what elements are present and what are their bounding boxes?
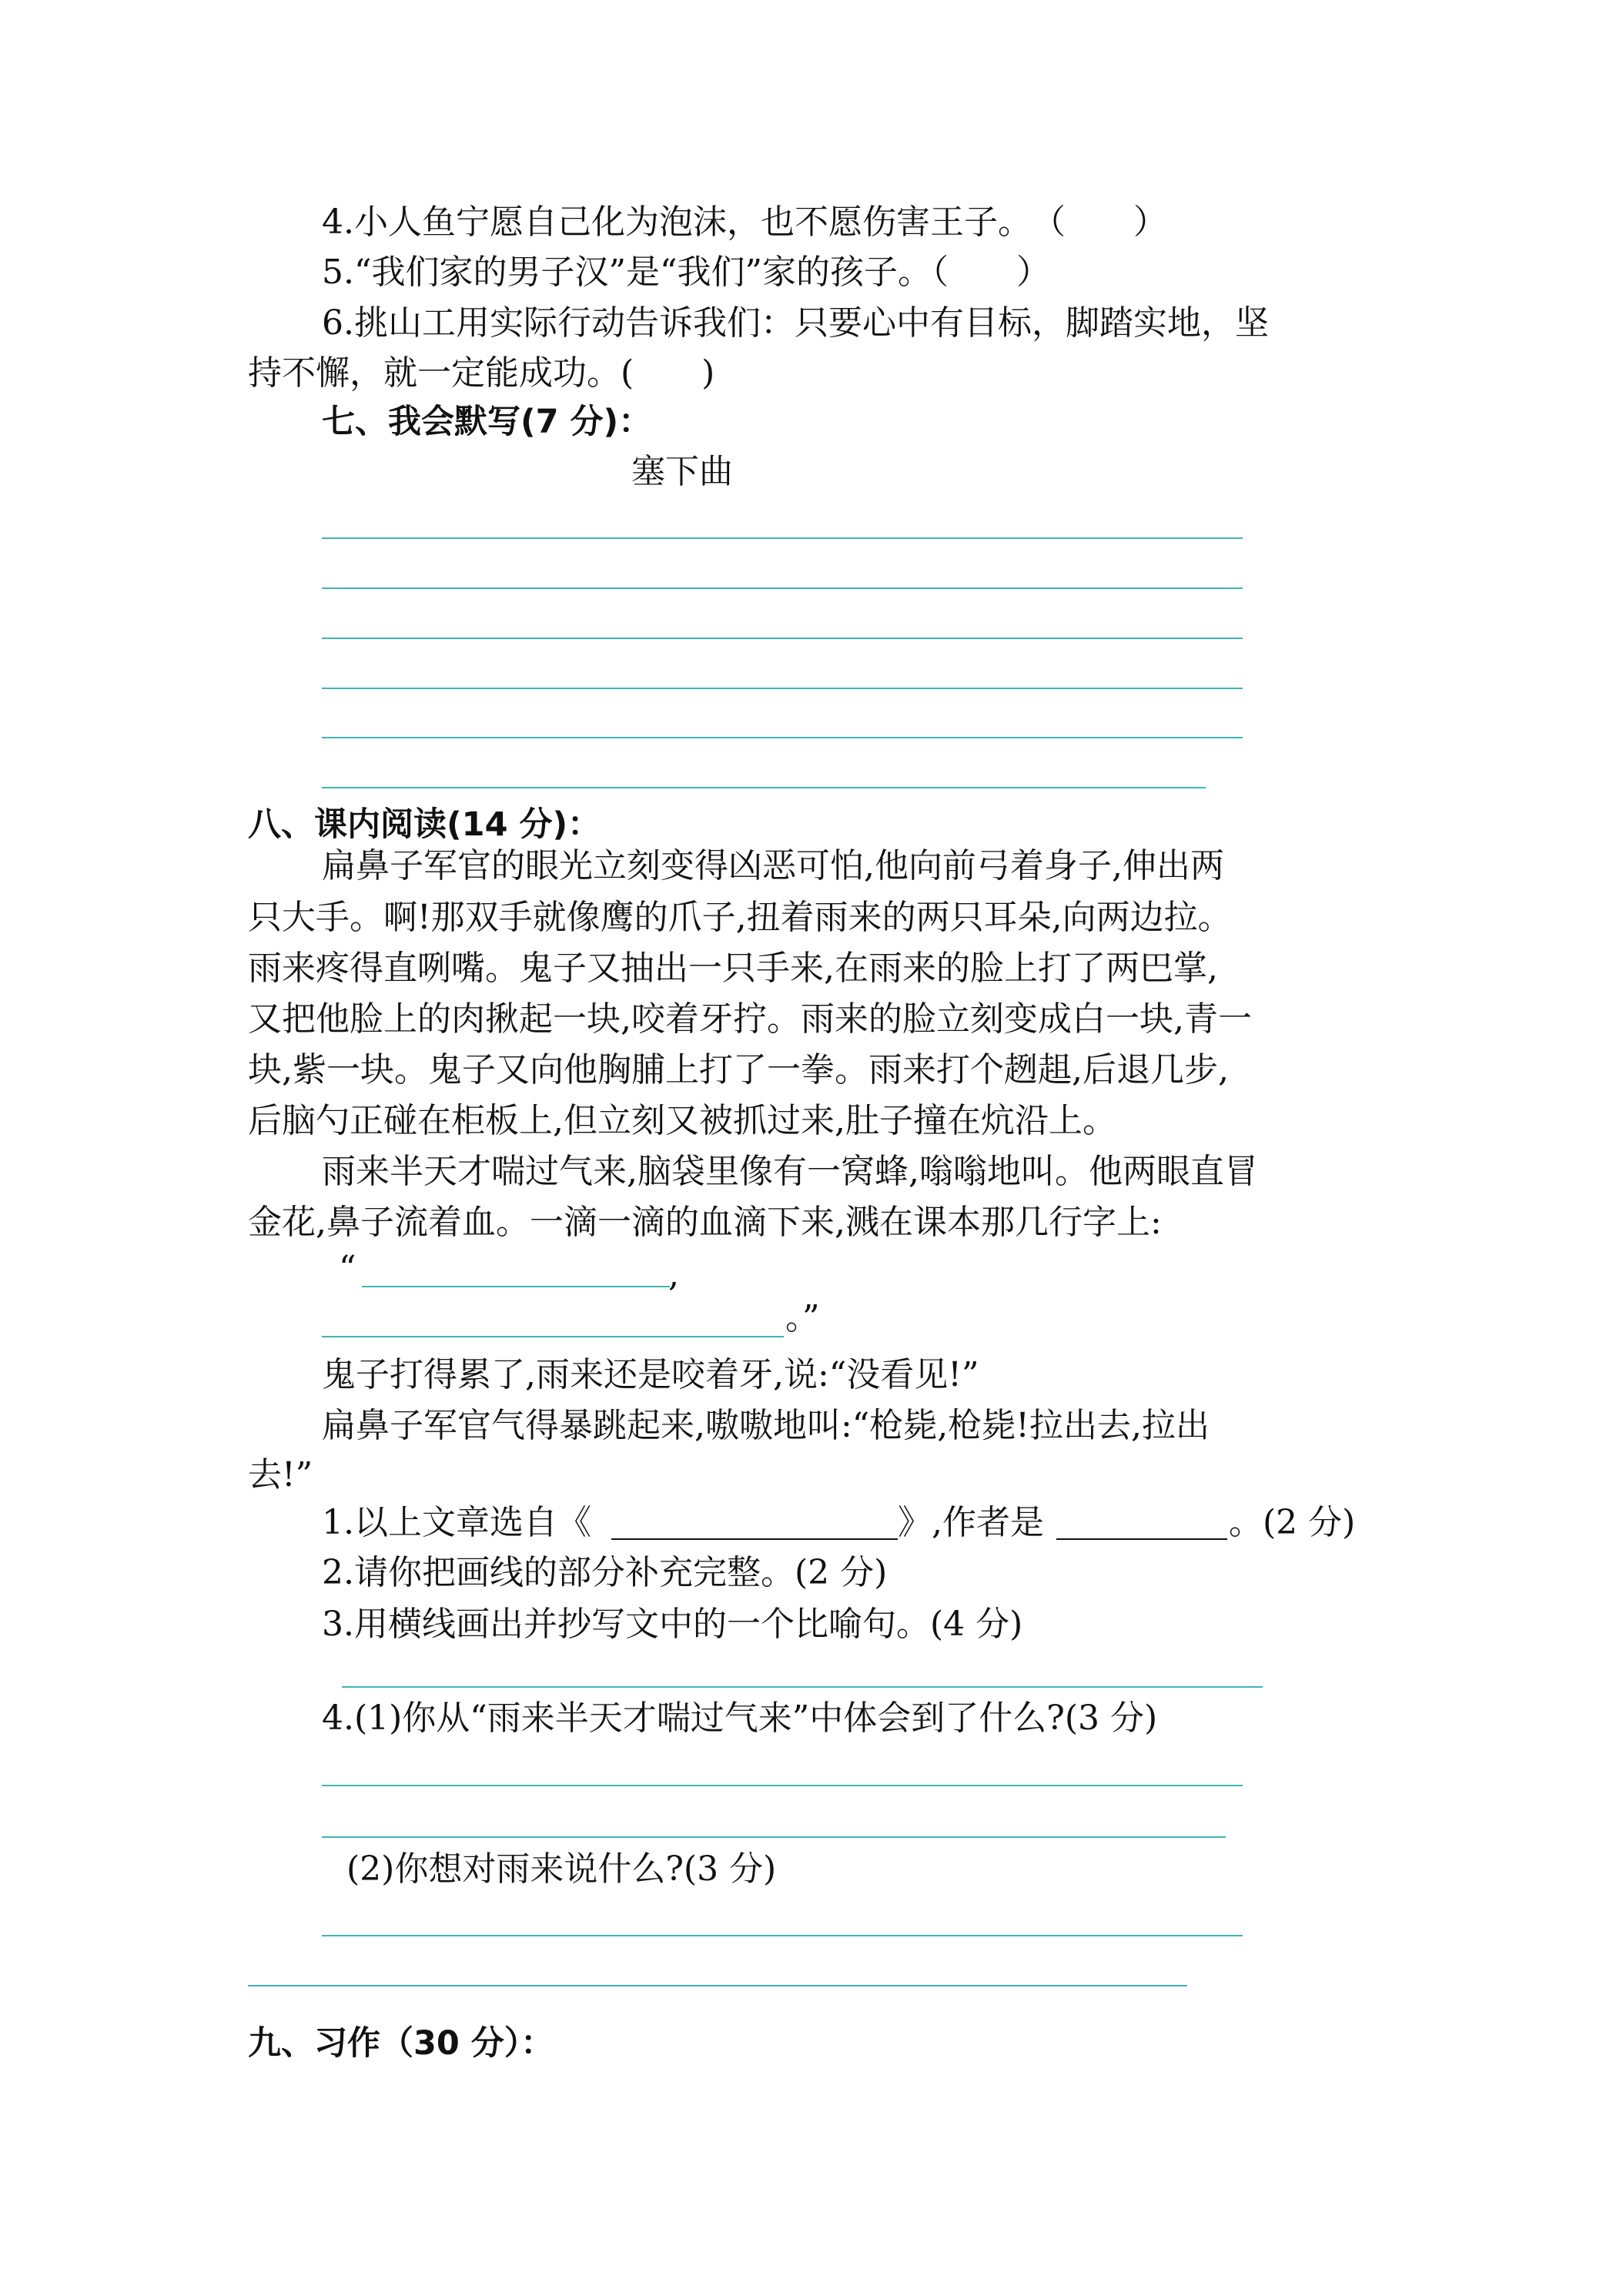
question-4-1-answer-line-2[interactable]: [322, 1836, 1226, 1838]
question-3: 3.用横线画出并抄写文中的一个比喻句。(4 分): [322, 1605, 1023, 1644]
question-1-author-blank[interactable]: [1056, 1538, 1227, 1540]
composition-heading: 九、习作（30 分）：: [248, 2024, 554, 2063]
quote-blank-2[interactable]: [322, 1336, 784, 1337]
passage-line: 雨来半天才喘过气来,脑袋里像有一窝蜂,嗡嗡地叫。他两眼直冒: [322, 1152, 1258, 1191]
passage-line: 又把他脸上的肉揪起一块,咬着牙拧。雨来的脸立刻变成白一块,青一: [248, 999, 1252, 1039]
judgment-item-6: 6.挑山工用实际行动告诉我们：只要心中有目标，脚踏实地，坚: [322, 303, 1269, 343]
reading-heading: 八、课内阅读(14 分)：: [248, 805, 601, 844]
question-1-prefix: 1.以上文章选自《: [322, 1503, 591, 1542]
dictation-line-5: [322, 737, 1243, 738]
dictation-line-6: [322, 787, 1206, 788]
question-2: 2.请你把画线的部分补充完整。(2 分): [322, 1553, 888, 1592]
passage-line: 金花,鼻子流着血。一滴一滴的血滴下来,溅在课本那几行字上:: [248, 1203, 1162, 1242]
question-4-2-answer-line-1[interactable]: [322, 1935, 1243, 1936]
passage-after-line: 去!”: [248, 1455, 313, 1494]
quote-comma: ,: [668, 1255, 679, 1294]
passage-line: 块,紫一块。鬼子又向他胸脯上打了一拳。雨来打个趔趄,后退几步,: [248, 1050, 1229, 1089]
passage-line: 扁鼻子军官的眼光立刻变得凶恶可怕,他向前弓着身子,伸出两: [322, 846, 1224, 885]
question-1-middle: 》,作者是: [898, 1503, 1044, 1542]
question-1-suffix: 。(2 分): [1229, 1503, 1356, 1542]
dictation-line-4: [322, 688, 1243, 689]
dictation-line-2: [322, 587, 1243, 589]
question-4-2: (2)你想对雨来说什么?(3 分): [346, 1849, 777, 1889]
question-3-answer-line[interactable]: [342, 1686, 1263, 1688]
passage-after-line: 扁鼻子军官气得暴跳起来,嗷嗷地叫:“枪毙,枪毙!拉出去,拉出: [322, 1406, 1210, 1445]
passage-line: 只大手。啊!那双手就像鹰的爪子,扭着雨来的两只耳朵,向两边拉。: [248, 898, 1232, 937]
question-1-book-blank[interactable]: [611, 1538, 898, 1540]
judgment-item-4: 4.小人鱼宁愿自己化为泡沫，也不愿伤害王子。 （ ）: [322, 202, 1167, 242]
passage-after-line: 鬼子打得累了,雨来还是咬着牙,说:“没看见!”: [322, 1355, 979, 1394]
passage-line: 后脑勺正碰在柜板上,但立刻又被抓过来,肚子撞在炕沿上。: [248, 1101, 1116, 1140]
judgment-item-5: 5.“我们家的男子汉”是“我们”家的孩子。（ ）: [322, 253, 1050, 292]
question-4-1-answer-line-1[interactable]: [322, 1785, 1243, 1786]
dictation-heading: 七、我会默写(7 分)：: [322, 403, 652, 441]
quote-blank-1[interactable]: [362, 1286, 670, 1287]
dictation-line-1: [322, 537, 1243, 539]
quote-close: 。”: [785, 1298, 820, 1337]
judgment-item-6-cont: 持不懈，就一定能成功。( ): [248, 353, 715, 393]
question-4-2-answer-line-2[interactable]: [248, 1985, 1187, 1986]
dictation-line-3: [322, 638, 1243, 639]
poem-title: 塞下曲: [631, 452, 733, 491]
passage-line: 雨来疼得直咧嘴。鬼子又抽出一只手来,在雨来的脸上打了两巴掌,: [248, 949, 1218, 988]
question-4-1: 4.(1)你从“雨来半天才喘过气来”中体会到了什么?(3 分): [322, 1699, 1158, 1738]
quote-open: “: [339, 1249, 356, 1288]
